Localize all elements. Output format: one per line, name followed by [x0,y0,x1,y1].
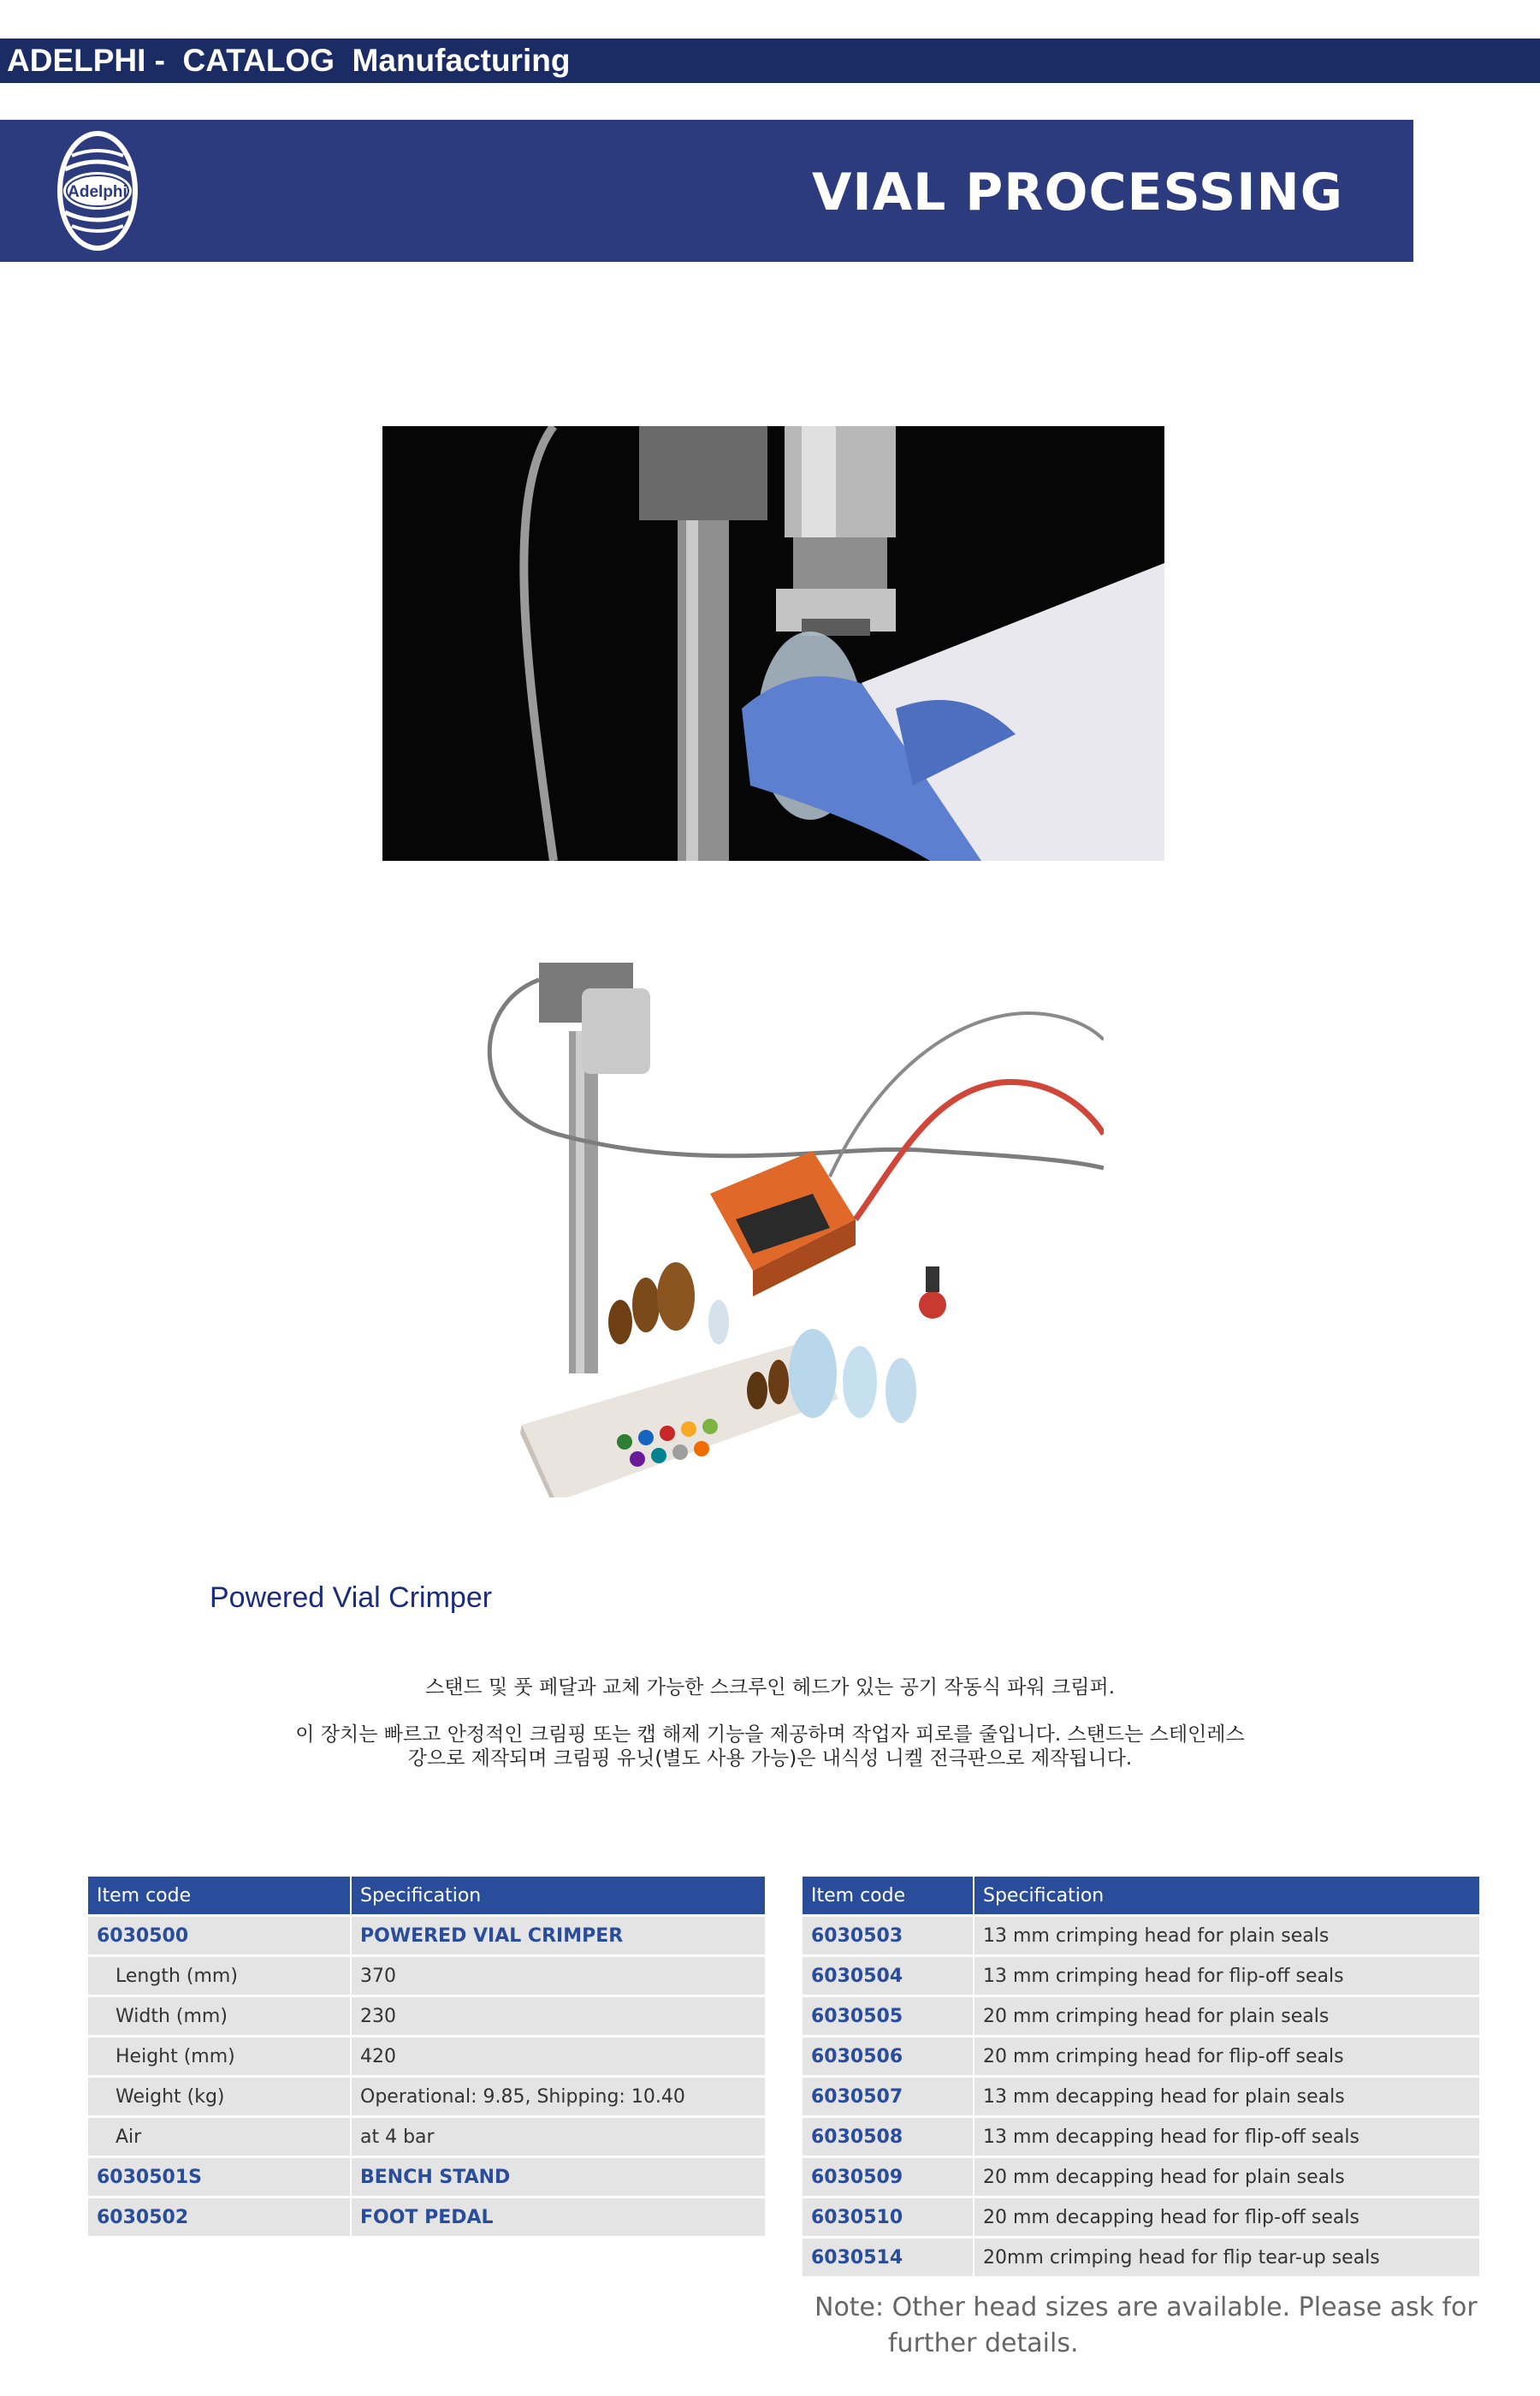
column-header-specification: Specification [974,1877,1480,1916]
table-row [803,1956,1480,1996]
table-row [803,2037,1480,2077]
table-row [803,2238,1480,2277]
column-header-specification: Specification [351,1877,766,1916]
item-code: 6030509 [803,2157,974,2197]
crimper-spec-table [88,1877,767,2236]
item-spec: 370 [351,1956,766,1996]
item-spec: 20 mm decapping head for flip-off seals [974,2197,1480,2238]
item-code: 6030507 [803,2077,974,2117]
table-row [88,1956,766,1996]
table-row [88,2077,766,2117]
section-banner [0,120,1413,262]
table-row [803,2197,1480,2238]
table-row [803,1916,1480,1956]
item-spec: 230 [351,1996,766,2037]
catalog-header-title: ADELPHI - CATALOG Manufacturing [7,43,571,78]
item-spec: at 4 bar [351,2117,766,2157]
product-title: Powered Vial Crimper [210,1581,493,1614]
table-row [803,1996,1480,2037]
item-code: 6030505 [803,1996,974,2037]
crimper-in-use-photo [382,426,1164,861]
item-spec: 20 mm decapping head for plain seals [974,2157,1480,2197]
table-row [88,1996,766,2037]
product-description-line: 강으로 제작되며 크림핑 유닛(별도 사용 가능)은 내식성 니켈 전극판으로 제작됩니다. [407,1747,1133,1770]
spec-label: Width (mm) [88,1996,351,2037]
table-row [803,2077,1480,2117]
item-spec: BENCH STAND [351,2157,766,2197]
item-spec: FOOT PEDAL [351,2197,766,2237]
table-row [88,2157,766,2197]
item-code: 6030503 [803,1916,974,1956]
crimper-set-photo [453,937,1104,1498]
item-code: 6030508 [803,2117,974,2157]
item-spec: 13 mm crimping head for plain seals [974,1916,1480,1956]
item-spec: 13 mm decapping head for flip-off seals [974,2117,1480,2157]
table-row [88,1916,766,1956]
item-spec: 420 [351,2037,766,2077]
table-header-row [803,1877,1480,1916]
item-spec: POWERED VIAL CRIMPER [351,1916,766,1956]
item-spec: 20 mm crimping head for flip-off seals [974,2037,1480,2077]
availability-note [814,2290,1478,2362]
column-header-item-code: Item code [803,1877,974,1916]
item-spec: 13 mm decapping head for plain seals [974,2077,1480,2117]
table-row [88,2197,766,2237]
heads-spec-table [803,1877,1481,2276]
product-description-detail [0,1723,1540,1770]
note-line: further details. [888,2328,1079,2358]
spec-label: Length (mm) [88,1956,351,1996]
item-code: 6030501S [88,2157,351,2197]
item-code: 6030502 [88,2197,351,2237]
note-line: Note: Other head sizes are available. Please ask for [814,2292,1478,2322]
banner-title: VIAL PROCESSING [811,163,1343,222]
table-row [88,2117,766,2157]
item-spec: 20mm crimping head for flip tear-up seals [974,2238,1480,2277]
product-description-intro: 스탠드 및 풋 페달과 교체 가능한 스크루인 헤드가 있는 공기 작동식 파워 크림퍼. [424,1676,1116,1699]
item-code: 6030500 [88,1916,351,1956]
spec-label: Weight (kg) [88,2077,351,2117]
table-row [803,2117,1480,2157]
column-header-item-code: Item code [88,1877,351,1916]
catalog-header-bar [0,39,1540,83]
table-row [803,2157,1480,2197]
spec-label: Air [88,2117,351,2157]
item-spec: Operational: 9.85, Shipping: 10.40 [351,2077,766,2117]
table-header-row [88,1877,766,1916]
table-row [88,2037,766,2077]
spec-label: Height (mm) [88,2037,351,2077]
item-code: 6030510 [803,2197,974,2238]
svg-text:Adelphi: Adelphi [68,183,127,201]
item-spec: 20 mm crimping head for plain seals [974,1996,1480,2037]
item-code: 6030506 [803,2037,974,2077]
item-code: 6030504 [803,1956,974,1996]
item-spec: 13 mm crimping head for flip-off seals [974,1956,1480,1996]
product-description-line: 이 장치는 빠르고 안정적인 크림핑 또는 캡 해제 기능을 제공하며 작업자 피로를 줄입니다. 스탠드는 스테인레스 [295,1723,1245,1746]
item-code: 6030514 [803,2238,974,2277]
adelphi-logo [56,130,139,252]
